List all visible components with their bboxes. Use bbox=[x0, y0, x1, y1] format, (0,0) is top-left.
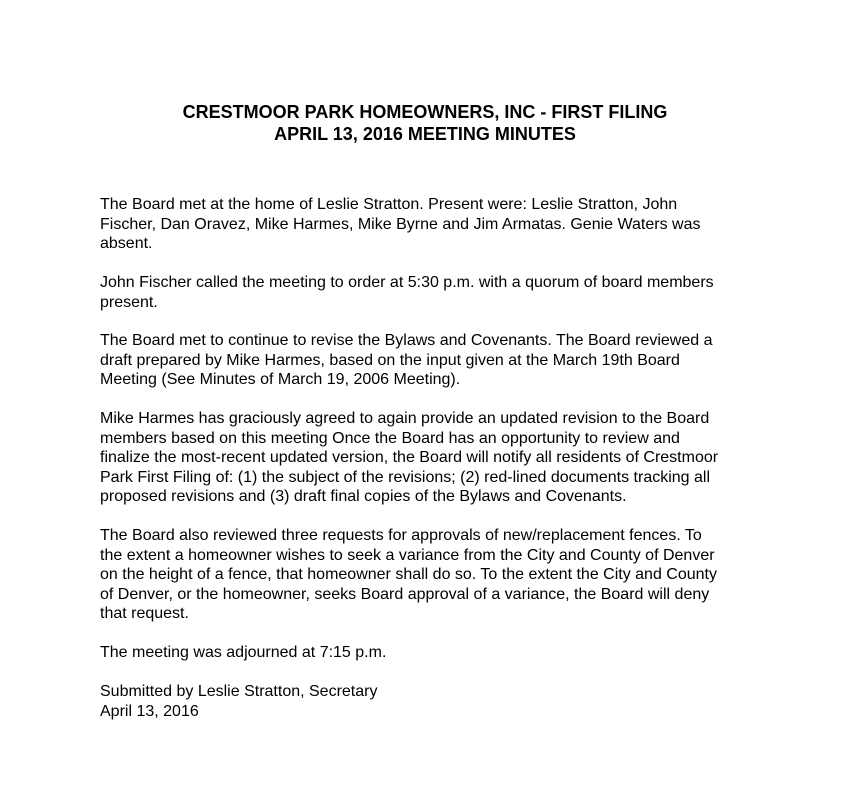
signature-block bbox=[100, 682, 800, 721]
text-line: Fischer, Dan Oravez, Mike Harmes, Mike Byrne and Jim Armatas. Genie Waters was bbox=[100, 215, 701, 233]
document-title bbox=[0, 101, 850, 145]
text-line: the extent a homeowner wishes to seek a variance from the City and County of Denver bbox=[100, 546, 715, 564]
text-line: The meeting was adjourned at 7:15 p.m. bbox=[100, 644, 387, 661]
paragraph-bylaws-revision bbox=[100, 331, 800, 390]
text-line: Park First Filing of: (1) the subject of the revisions; (2) red-lined documents tracking all bbox=[100, 468, 711, 486]
text-line: that request. bbox=[100, 605, 189, 622]
paragraph-fence-requests bbox=[100, 526, 800, 624]
text-line: draft prepared by Mike Harmes, based on the input given at the March 19th Board bbox=[100, 351, 680, 369]
submitted-by: Submitted by Leslie Stratton, Secretary bbox=[100, 683, 378, 700]
submission-date: April 13, 2016 bbox=[100, 702, 199, 720]
title-line-organization: CRESTMOOR PARK HOMEOWNERS, INC - FIRST FILING bbox=[182, 102, 668, 122]
text-line: Meeting (See Minutes of March 19, 2006 Meeting). bbox=[100, 371, 461, 388]
text-line: The Board met at the home of Leslie Stratton. Present were: Leslie Stratton, John bbox=[100, 196, 678, 213]
text-line: The Board also reviewed three requests for approvals of new/replacement fences. To bbox=[100, 527, 702, 544]
paragraph-adjournment bbox=[100, 643, 800, 663]
paragraph-updated-revision bbox=[100, 409, 800, 507]
paragraph-attendance bbox=[100, 195, 800, 254]
text-line: proposed revisions and (3) draft final copies of the Bylaws and Covenants. bbox=[100, 488, 627, 505]
paragraph-call-to-order bbox=[100, 273, 800, 312]
text-line: Mike Harmes has graciously agreed to again provide an updated revision to the Board bbox=[100, 410, 710, 427]
text-line: absent. bbox=[100, 235, 153, 252]
title-line-meeting: APRIL 13, 2016 MEETING MINUTES bbox=[274, 124, 576, 144]
text-line: on the height of a fence, that homeowner shall do so. To the extent the City and County bbox=[100, 566, 717, 583]
text-line: The Board met to continue to revise the Bylaws and Covenants. The Board reviewed a bbox=[100, 332, 713, 349]
text-line: present. bbox=[100, 293, 158, 311]
text-line: John Fischer called the meeting to order at 5:30 p.m. with a quorum of board members bbox=[100, 274, 714, 291]
text-line: members based on this meeting Once the Board has an opportunity to review and bbox=[100, 429, 680, 447]
text-line: finalize the most-recent updated version, the Board will notify all residents of Crestmoor bbox=[100, 449, 719, 466]
text-line: of Denver, or the homeowner, seeks Board approval of a variance, the Board will deny bbox=[100, 585, 710, 603]
